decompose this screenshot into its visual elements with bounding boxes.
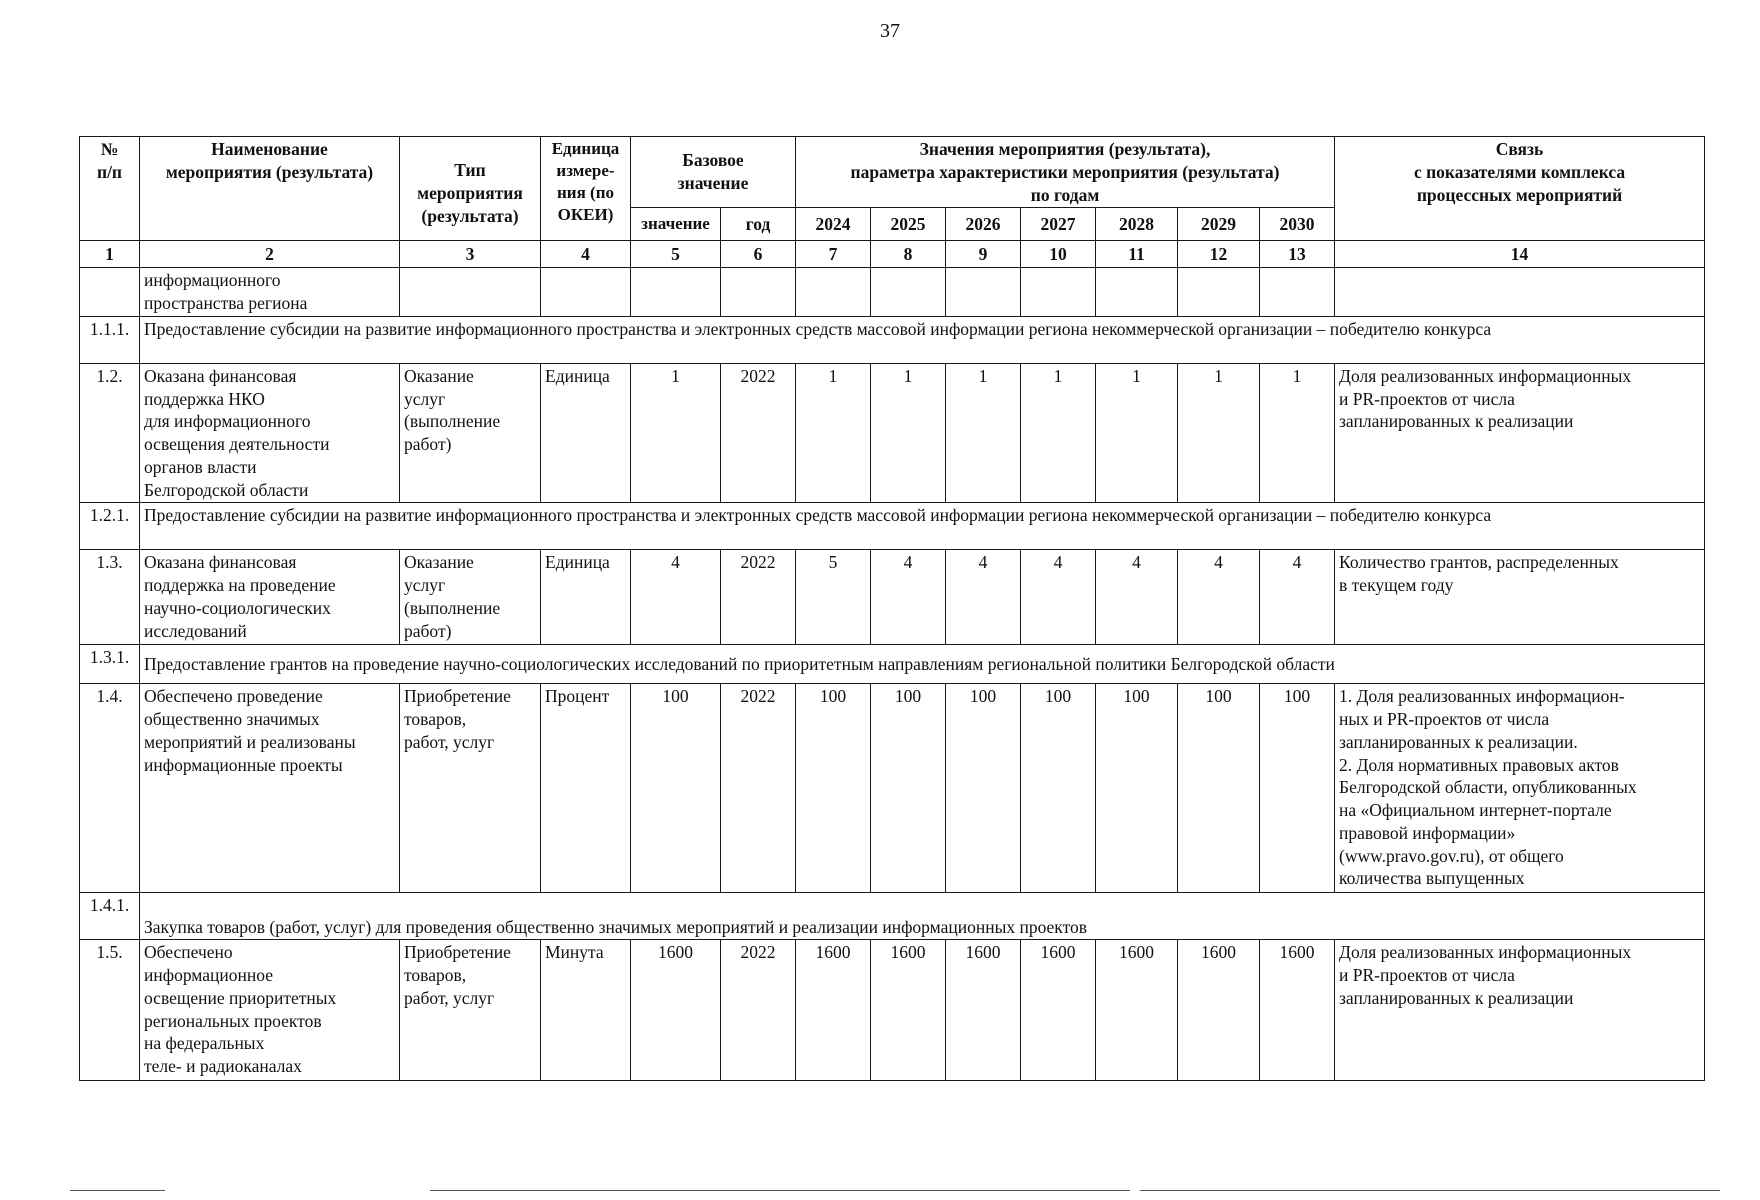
cell-base-value: 1	[631, 363, 721, 503]
header-name: Наименование мероприятия (результата)	[140, 137, 400, 241]
cell-base-year: 2022	[721, 363, 796, 503]
table-subrow	[80, 503, 1705, 550]
page-number: 37	[880, 20, 900, 42]
table-subrow	[80, 316, 1705, 363]
cell-link: 1. Доля реализованных информацион- ных и PR-проектов от числа запланированных к реализации. 2. Доля нормативных правовых актов Белгородской области, опубликованных на «Официальном интернет-портале правовой информации» (www.pravo.gov.ru), от общего количества выпущенных	[1335, 684, 1705, 893]
cell-year-value: 1600	[1021, 940, 1096, 1081]
cell-subrow-text: Предоставление грантов на проведение научно-социологических исследований по приоритетным направлениям региональной политики Белгородской области	[140, 645, 1705, 684]
cell-subrow-text: Предоставление субсидии на развитие информационного пространства и электронных средств массовой информации региона некоммерческой организации – победителю конкурса	[140, 503, 1705, 550]
cell-name: Обеспечено проведение общественно значимых мероприятий и реализованы информационные проекты	[140, 684, 400, 893]
cell-unit	[541, 268, 631, 317]
cell-year-value: 100	[946, 684, 1021, 893]
scan-artifact-line	[430, 1190, 1130, 1191]
header-year: 2028	[1096, 208, 1178, 241]
table-subrow	[80, 893, 1705, 940]
cell-year-value: 4	[1021, 550, 1096, 645]
cell-year-value: 1	[871, 363, 946, 503]
column-number: 12	[1178, 241, 1260, 268]
cell-year-value: 1600	[1096, 940, 1178, 1081]
cell-year-value: 1	[796, 363, 871, 503]
table-subrow	[80, 645, 1705, 684]
cell-year-value: 4	[1260, 550, 1335, 645]
header-link: Связь с показателями комплекса процессных мероприятий	[1335, 137, 1705, 241]
cell-year-value	[946, 268, 1021, 317]
column-number: 5	[631, 241, 721, 268]
column-number: 11	[1096, 241, 1178, 268]
column-number: 10	[1021, 241, 1096, 268]
cell-type: Приобретение товаров, работ, услуг	[400, 940, 541, 1081]
column-number: 6	[721, 241, 796, 268]
cell-year-value	[1260, 268, 1335, 317]
cell-year-value	[1096, 268, 1178, 317]
header-year: 2029	[1178, 208, 1260, 241]
header-year: 2030	[1260, 208, 1335, 241]
header-base: Базовое значение	[631, 137, 796, 208]
cell-year-value: 4	[1178, 550, 1260, 645]
cell-year-value: 1600	[1178, 940, 1260, 1081]
scan-artifact-line	[70, 1190, 165, 1191]
header-values: Значения мероприятия (результата), параметра характеристики мероприятия (результата) по годам	[796, 137, 1335, 208]
header-year: 2026	[946, 208, 1021, 241]
cell-year-value: 1600	[1260, 940, 1335, 1081]
cell-year-value: 4	[946, 550, 1021, 645]
cell-base-value: 100	[631, 684, 721, 893]
cell-year-value: 1	[946, 363, 1021, 503]
cell-year-value: 100	[1260, 684, 1335, 893]
column-number: 8	[871, 241, 946, 268]
column-number: 2	[140, 241, 400, 268]
cell-year-value: 100	[871, 684, 946, 893]
header-number: № п/п	[80, 137, 140, 241]
column-number: 4	[541, 241, 631, 268]
cell-type: Приобретение товаров, работ, услуг	[400, 684, 541, 893]
column-number: 9	[946, 241, 1021, 268]
cell-number: 1.5.	[80, 940, 140, 1081]
table-row	[80, 940, 1705, 1081]
header-year: 2024	[796, 208, 871, 241]
cell-base-year: 2022	[721, 940, 796, 1081]
cell-type: Оказание услуг (выполнение работ)	[400, 363, 541, 503]
header-unit: Единица измере- ния (по ОКЕИ)	[541, 137, 631, 241]
cell-year-value: 1	[1096, 363, 1178, 503]
header-base-year: год	[721, 208, 796, 241]
cell-number: 1.2.1.	[80, 503, 140, 550]
column-number: 1	[80, 241, 140, 268]
cell-year-value: 4	[1096, 550, 1178, 645]
cell-number: 1.3.1.	[80, 645, 140, 684]
cell-year-value: 4	[871, 550, 946, 645]
cell-number: 1.4.	[80, 684, 140, 893]
cell-base-value: 1600	[631, 940, 721, 1081]
cell-year-value: 1600	[946, 940, 1021, 1081]
header-row-1	[80, 137, 1705, 208]
cell-link: Доля реализованных информационных и PR-проектов от числа запланированных к реализации	[1335, 940, 1705, 1081]
cell-name: Оказана финансовая поддержка на проведение научно-социологических исследований	[140, 550, 400, 645]
cell-link	[1335, 268, 1705, 317]
cell-number: 1.3.	[80, 550, 140, 645]
cell-base-value: 4	[631, 550, 721, 645]
table-row	[80, 684, 1705, 893]
column-number: 13	[1260, 241, 1335, 268]
column-number: 7	[796, 241, 871, 268]
cell-type: Оказание услуг (выполнение работ)	[400, 550, 541, 645]
cell-number: 1.2.	[80, 363, 140, 503]
table-row	[80, 363, 1705, 503]
cell-name: информационного пространства региона	[140, 268, 400, 317]
cell-year-value: 100	[1178, 684, 1260, 893]
cell-year-value: 5	[796, 550, 871, 645]
table-row	[80, 550, 1705, 645]
header-base-value: значение	[631, 208, 721, 241]
cell-year-value: 100	[796, 684, 871, 893]
cell-year-value	[1021, 268, 1096, 317]
cell-year-value: 100	[1096, 684, 1178, 893]
cell-number	[80, 268, 140, 317]
cell-base-value	[631, 268, 721, 317]
cell-base-year	[721, 268, 796, 317]
cell-unit: Процент	[541, 684, 631, 893]
cell-unit: Единица	[541, 363, 631, 503]
cell-link: Количество грантов, распределенных в текущем году	[1335, 550, 1705, 645]
cell-name: Оказана финансовая поддержка НКО для информационного освещения деятельности органов власти Белгородской области	[140, 363, 400, 503]
table-row-continuation	[80, 268, 1705, 317]
cell-year-value: 1	[1021, 363, 1096, 503]
cell-year-value: 1600	[796, 940, 871, 1081]
cell-base-year: 2022	[721, 684, 796, 893]
cell-base-year: 2022	[721, 550, 796, 645]
cell-subrow-text: Предоставление субсидии на развитие информационного пространства и электронных средств массовой информации региона некоммерческой организации – победителю конкурса	[140, 316, 1705, 363]
scan-artifact-line	[1140, 1190, 1720, 1191]
cell-link: Доля реализованных информационных и PR-проектов от числа запланированных к реализации	[1335, 363, 1705, 503]
cell-year-value: 1600	[871, 940, 946, 1081]
cell-subrow-text: Закупка товаров (работ, услуг) для проведения общественно значимых мероприятий и реализации информационных проектов	[140, 893, 1705, 940]
header-year: 2025	[871, 208, 946, 241]
cell-unit: Минута	[541, 940, 631, 1081]
column-number: 3	[400, 241, 541, 268]
cell-type	[400, 268, 541, 317]
measures-table	[79, 136, 1705, 1081]
cell-year-value: 1	[1260, 363, 1335, 503]
header-year: 2027	[1021, 208, 1096, 241]
cell-year-value	[871, 268, 946, 317]
cell-number: 1.1.1.	[80, 316, 140, 363]
column-number: 14	[1335, 241, 1705, 268]
cell-year-value	[796, 268, 871, 317]
column-numbers-row	[80, 241, 1705, 268]
cell-year-value: 1	[1178, 363, 1260, 503]
cell-number: 1.4.1.	[80, 893, 140, 940]
cell-year-value	[1178, 268, 1260, 317]
header-type: Тип мероприятия (результата)	[400, 137, 541, 241]
cell-unit: Единица	[541, 550, 631, 645]
cell-year-value: 100	[1021, 684, 1096, 893]
cell-name: Обеспечено информационное освещение приоритетных региональных проектов на федеральных теле- и радиоканалах	[140, 940, 400, 1081]
